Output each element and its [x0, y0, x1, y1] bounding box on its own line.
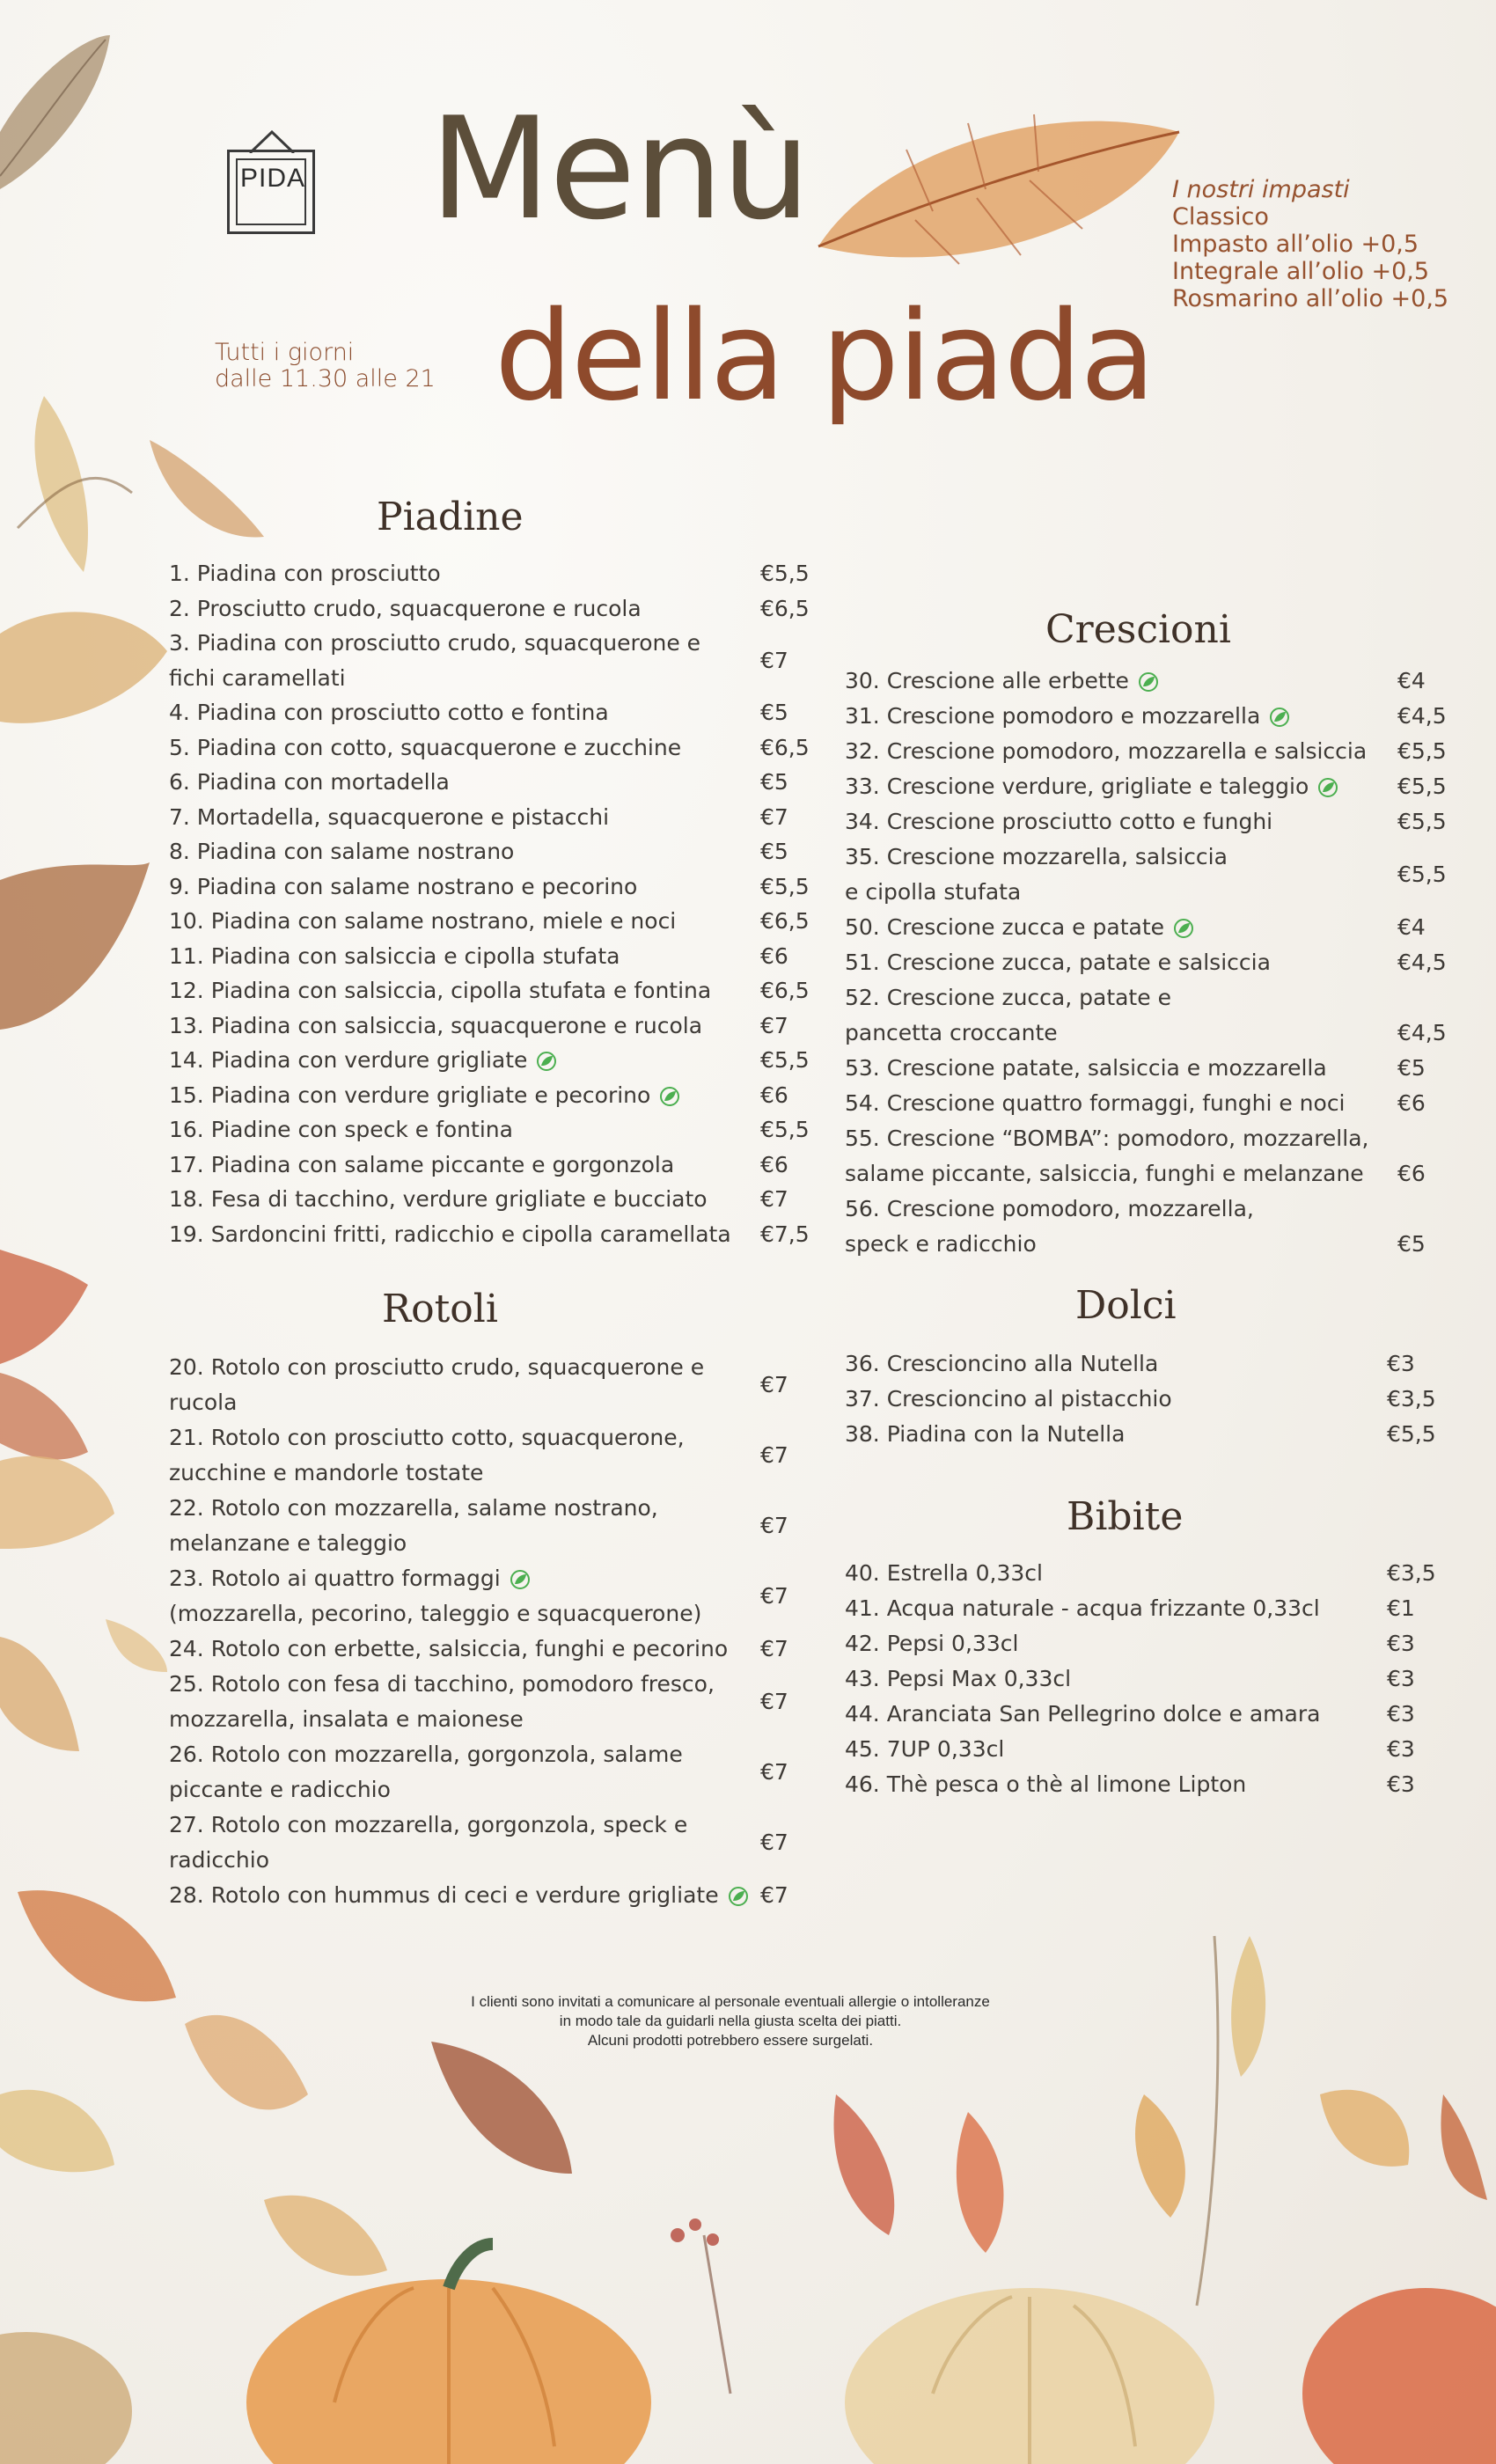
menu-item-name: 26. Rotolo con mozzarella, gorgonzola, salame [169, 1742, 683, 1767]
vegetarian-leaf-icon [1173, 918, 1194, 939]
menu-item [169, 1043, 820, 1078]
menu-item [169, 591, 820, 627]
menu-item [169, 1350, 820, 1420]
menu-item-name: 36. Crescioncino alla Nutella [845, 1351, 1159, 1376]
menu-item-name: 31. Crescione pomodoro e mozzarella [845, 703, 1261, 729]
menu-item-price: €4,5 [1397, 1020, 1447, 1045]
menu-item [169, 1078, 820, 1113]
menu-item-price: €7 [760, 1830, 788, 1855]
menu-item-price: €5,5 [1397, 809, 1447, 834]
menu-item-price: €7 [760, 1583, 788, 1609]
menu-item-name: 16. Piadine con speck e fontina [169, 1117, 513, 1142]
menu-item-name: 30. Crescione alle erbette [845, 668, 1129, 693]
menu-item-price: €6 [1397, 1161, 1426, 1186]
menu-item [169, 904, 820, 939]
menu-item [169, 869, 820, 905]
menu-item [845, 1382, 1461, 1417]
menu-item [845, 1417, 1461, 1452]
vegetarian-leaf-icon [1138, 671, 1159, 693]
menu-item-price: €4,5 [1397, 950, 1447, 975]
menu-item-price: €1 [1387, 1595, 1415, 1621]
menu-item-price: €5 [760, 839, 788, 864]
menu-item [169, 1878, 820, 1913]
menu-item-name: 3. Piadina con prosciutto crudo, squacquerone e [169, 630, 701, 656]
menu-item [169, 800, 820, 835]
menu-item-name-continued: zucchine e mandorle tostate [169, 1460, 484, 1485]
menu-item-name: 12. Piadina con salsiccia, cipolla stufata e fontina [169, 978, 712, 1003]
menu-item [169, 1561, 820, 1632]
menu-item-name-continued: piccante e radicchio [169, 1777, 391, 1802]
menu-item-name: 14. Piadina con verdure grigliate [169, 1047, 528, 1073]
menu-item-price: €5,5 [760, 1047, 810, 1073]
menu-item [845, 840, 1461, 910]
menu-item-name-continued: salame piccante, salsiccia, funghi e melanzane [845, 1161, 1364, 1186]
menu-item [845, 1556, 1461, 1591]
notice-line-1: I clienti sono invitati a comunicare al personale eventuali allergie o intolleranze [471, 1993, 990, 2010]
menu-item [845, 804, 1461, 840]
menu-item-name-continued: (mozzarella, pecorino, taleggio e squacquerone) [169, 1601, 702, 1626]
menu-item [169, 939, 820, 974]
menu-item [845, 1697, 1461, 1732]
menu-item-price: €6,5 [760, 908, 810, 934]
menu-item-price: €5,5 [760, 1117, 810, 1142]
menu-item-price: €7 [760, 1759, 788, 1785]
menu-item [845, 1086, 1461, 1121]
impasti-line: Rosmarino all’olio +0,5 [1172, 285, 1449, 312]
menu-item-name-continued: fichi caramellati [169, 664, 346, 691]
menu-item [169, 1667, 820, 1737]
menu-item [169, 1182, 820, 1217]
menu-item-name: 54. Crescione quattro formaggi, funghi e noci [845, 1090, 1346, 1116]
menu-item-name: 17. Piadina con salame piccante e gorgonzola [169, 1151, 675, 1177]
menu-item-name: 8. Piadina con salame nostrano [169, 839, 515, 864]
menu-item [845, 1121, 1461, 1192]
menu-item-name: 55. Crescione “BOMBA”: pomodoro, mozzarella, [845, 1126, 1369, 1151]
allergy-notice [378, 1992, 1082, 2050]
menu-item-price: €7,5 [760, 1221, 810, 1247]
menu-item-price: €3,5 [1387, 1386, 1436, 1412]
menu-item-price: €6,5 [760, 978, 810, 1003]
menu-item-price: €7 [760, 1012, 788, 1038]
menu-item-name: 28. Rotolo con hummus di ceci e verdure grigliate [169, 1882, 719, 1908]
menu-item-name: 56. Crescione pomodoro, mozzarella, [845, 1196, 1254, 1221]
menu-item-price: €7 [760, 1186, 788, 1212]
menu-item-name: 50. Crescione zucca e patate [845, 914, 1165, 940]
impasti-line: Integrale all’olio +0,5 [1172, 258, 1430, 285]
menu-item [169, 626, 820, 695]
menu-item [169, 556, 820, 591]
menu-item-price: €4,5 [1397, 703, 1447, 729]
menu-item-price: €5 [760, 700, 788, 725]
logo-text: PIDA [239, 164, 306, 193]
menu-item-name: 23. Rotolo ai quattro formaggi [169, 1566, 501, 1591]
menu-item [845, 1051, 1461, 1086]
menu-item-name: 45. 7UP 0,33cl [845, 1736, 1005, 1762]
menu-item-name: 38. Piadina con la Nutella [845, 1421, 1126, 1447]
piadine-list [169, 556, 820, 1251]
menu-item-name: 37. Crescioncino al pistacchio [845, 1386, 1172, 1412]
menu-item-name-continued: mozzarella, insalata e maionese [169, 1706, 524, 1732]
menu-item-name: 43. Pepsi Max 0,33cl [845, 1666, 1072, 1691]
section-title-rotoli: Rotoli [382, 1287, 498, 1331]
menu-item-name: 42. Pepsi 0,33cl [845, 1631, 1019, 1656]
menu-item-name: 19. Sardoncini fritti, radicchio e cipolla caramellata [169, 1221, 731, 1247]
menu-item-price: €7 [760, 1882, 788, 1908]
menu-item-name: 35. Crescione mozzarella, salsiccia [845, 844, 1228, 869]
menu-item [845, 1192, 1461, 1262]
menu-item-name: 46. Thè pesca o thè al limone Lipton [845, 1771, 1247, 1797]
menu-item [169, 1808, 820, 1878]
menu-item-name: 52. Crescione zucca, patate e [845, 985, 1171, 1010]
menu-item-name: 25. Rotolo con fesa di tacchino, pomodoro fresco, [169, 1671, 715, 1697]
menu-item [845, 734, 1461, 769]
menu-item [169, 765, 820, 800]
menu-item-name-continued: e cipolla stufata [845, 879, 1022, 905]
menu-item-price: €5,5 [760, 561, 810, 586]
menu-item-name: 20. Rotolo con prosciutto crudo, squacquerone e [169, 1354, 705, 1380]
vegetarian-leaf-icon [728, 1886, 749, 1907]
impasti-box [1172, 176, 1448, 312]
menu-item-price: €3,5 [1387, 1560, 1436, 1586]
menu-item-price: €3 [1387, 1666, 1415, 1691]
pida-logo [227, 130, 319, 236]
title-menu: Menù [429, 86, 810, 251]
menu-item-name: 11. Piadina con salsiccia e cipolla stufata [169, 942, 620, 969]
menu-item-name: 4. Piadina con prosciutto cotto e fontina [169, 700, 609, 725]
menu-item-name-continued: radicchio [169, 1847, 269, 1873]
menu-item-name-continued: pancetta croccante [845, 1020, 1058, 1045]
menu-item [169, 834, 820, 869]
section-title-piadine: Piadine [377, 495, 524, 539]
menu-item-price: €7 [760, 803, 788, 830]
section-title-bibite: Bibite [1067, 1494, 1184, 1539]
notice-line-3: Alcuni prodotti potrebbero essere surgelati. [587, 2032, 874, 2049]
rotoli-list [169, 1350, 820, 1913]
section-title-crescioni: Crescioni [1045, 607, 1231, 652]
hours-line-2: dalle 11.30 alle 21 [215, 365, 436, 392]
menu-item-price: €3 [1387, 1736, 1415, 1762]
menu-item [845, 1661, 1461, 1697]
menu-item-price: €4 [1397, 914, 1426, 940]
dolci-list [845, 1346, 1461, 1452]
menu-item-price: €6 [760, 1082, 788, 1108]
menu-item [845, 1732, 1461, 1767]
menu-item-name: 32. Crescione pomodoro, mozzarella e salsiccia [845, 738, 1368, 764]
menu-item [169, 1737, 820, 1808]
menu-item-price: €3 [1387, 1701, 1415, 1727]
menu-item [845, 769, 1461, 804]
menu-item-price: €6 [760, 1151, 788, 1177]
menu-item-price: €7 [760, 1689, 788, 1714]
menu-item [845, 699, 1461, 734]
menu-item-price: €7 [760, 1372, 788, 1397]
menu-item-price: €7 [760, 1442, 788, 1468]
menu-item-name: 15. Piadina con verdure grigliate e pecorino [169, 1082, 651, 1108]
menu-item-name: 10. Piadina con salame nostrano, miele e noci [169, 908, 677, 934]
menu-item-price: €7 [760, 1513, 788, 1538]
menu-item [845, 1626, 1461, 1661]
menu-item-name: 34. Crescione prosciutto cotto e funghi [845, 809, 1273, 834]
menu-item-price: €6 [760, 942, 788, 969]
section-title-dolci: Dolci [1075, 1283, 1177, 1328]
menu-item-name: 9. Piadina con salame nostrano e pecorino [169, 873, 638, 899]
menu-item-name: 18. Fesa di tacchino, verdure grigliate e bucciato [169, 1186, 708, 1212]
menu-item-price: €5,5 [1387, 1421, 1436, 1447]
menu-item-name: 7. Mortadella, squacquerone e pistacchi [169, 803, 610, 830]
menu-item-name: 44. Aranciata San Pellegrino dolce e amara [845, 1701, 1321, 1727]
menu-item-price: €6 [1397, 1090, 1426, 1116]
menu-item [169, 1112, 820, 1148]
menu-item-price: €5,5 [760, 873, 810, 899]
menu-item-name: 1. Piadina con prosciutto [169, 561, 441, 586]
menu-item-price: €5,5 [1397, 774, 1447, 799]
menu-item-name: 51. Crescione zucca, patate e salsiccia [845, 950, 1271, 975]
notice-line-2: in modo tale da guidarli nella giusta scelta dei piatti. [559, 2013, 902, 2029]
menu-item-price: €6,5 [760, 734, 810, 760]
menu-item [169, 1008, 820, 1044]
menu-item [845, 1346, 1461, 1382]
menu-item-price: €5 [760, 769, 788, 795]
vegetarian-leaf-icon [1317, 777, 1338, 798]
menu-item [169, 1217, 820, 1252]
menu-item-price: €5 [1397, 1231, 1426, 1257]
vegetarian-leaf-icon [1269, 707, 1290, 728]
menu-item-name: 27. Rotolo con mozzarella, gorgonzola, speck e [169, 1812, 688, 1837]
menu-item [169, 730, 820, 766]
menu-item-name: 21. Rotolo con prosciutto cotto, squacquerone, [169, 1425, 685, 1450]
menu-item [845, 980, 1461, 1051]
menu-item-name: 41. Acqua naturale - acqua frizzante 0,33cl [845, 1595, 1320, 1621]
menu-item-name: 2. Prosciutto crudo, squacquerone e rucola [169, 595, 642, 621]
menu-item [169, 1420, 820, 1491]
crescioni-list [845, 664, 1461, 1262]
menu-item-name: 24. Rotolo con erbette, salsiccia, funghi e pecorino [169, 1636, 729, 1661]
menu-item-price: €3 [1387, 1631, 1415, 1656]
menu-item [845, 1591, 1461, 1626]
menu-item-price: €5,5 [1397, 738, 1447, 764]
menu-item-price: €3 [1387, 1351, 1415, 1376]
bibite-list [845, 1556, 1461, 1802]
menu-item [845, 945, 1461, 980]
menu-item-name-continued: rucola [169, 1390, 238, 1415]
menu-item-name: 33. Crescione verdure, grigliate e taleggio [845, 774, 1309, 799]
menu-item-price: €6,5 [760, 595, 810, 621]
impasti-heading: I nostri impasti [1172, 176, 1350, 203]
vegetarian-leaf-icon [510, 1569, 531, 1590]
menu-item-name: 40. Estrella 0,33cl [845, 1560, 1043, 1586]
menu-item [169, 1491, 820, 1561]
menu-item-name: 22. Rotolo con mozzarella, salame nostrano, [169, 1495, 658, 1521]
menu-item-price: €3 [1387, 1771, 1415, 1797]
menu-item [169, 973, 820, 1008]
menu-item-name-continued: speck e radicchio [845, 1231, 1037, 1257]
title-della-piada: della piada [495, 285, 1155, 429]
menu-item-price: €5,5 [1397, 862, 1447, 887]
hours-line-1: Tutti i giorni [215, 339, 355, 366]
menu-item [169, 1632, 820, 1667]
vegetarian-leaf-icon [536, 1051, 557, 1072]
impasti-line: Classico [1172, 203, 1269, 231]
menu-item-name: 6. Piadina con mortadella [169, 769, 450, 795]
menu-item-name: 13. Piadina con salsiccia, squacquerone e rucola [169, 1012, 703, 1038]
menu-item [845, 1767, 1461, 1802]
menu-item-name: 5. Piadina con cotto, squacquerone e zucchine [169, 734, 682, 760]
menu-item [169, 695, 820, 730]
opening-hours [215, 340, 436, 392]
menu-item [845, 910, 1461, 945]
menu-item-name: 53. Crescione patate, salsiccia e mozzarella [845, 1055, 1327, 1081]
menu-item-price: €7 [760, 1636, 788, 1661]
menu-item-name-continued: melanzane e taleggio [169, 1530, 407, 1556]
impasti-line: Impasto all’olio +0,5 [1172, 231, 1419, 258]
menu-item [169, 1148, 820, 1183]
menu-item-price: €4 [1397, 668, 1426, 693]
vegetarian-leaf-icon [659, 1086, 680, 1107]
menu-item-price: €5 [1397, 1055, 1426, 1081]
menu-item [845, 664, 1461, 699]
menu-item-price: €7 [760, 647, 788, 673]
